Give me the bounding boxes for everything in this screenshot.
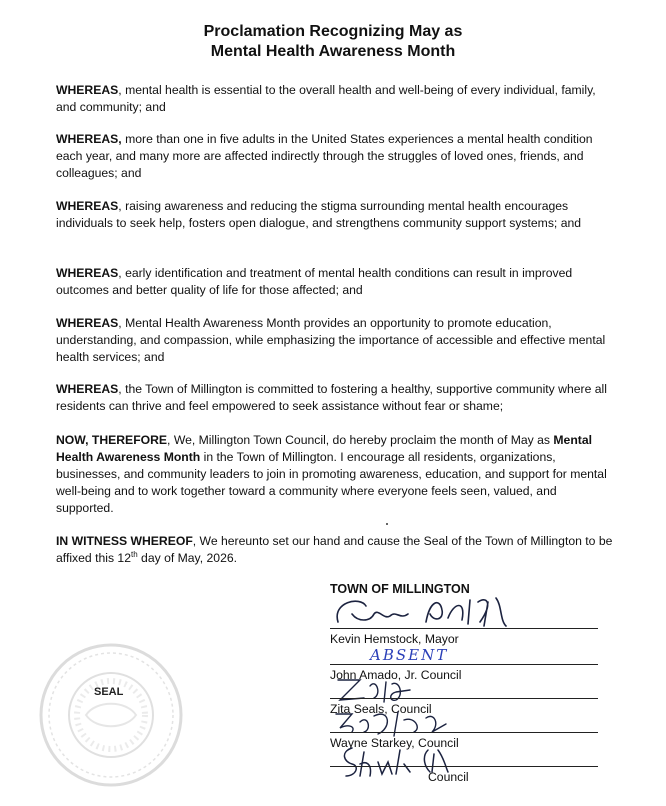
mayor-handwritten-signature <box>330 592 520 632</box>
whereas-text: , Mental Health Awareness Month provides an opportunity to promote education, understanding, and compassion, while emphasizing the importance of accessible and effective mental health services; and <box>56 316 606 364</box>
town-heading: TOWN OF MILLINGTON <box>330 582 470 596</box>
whereas-lead: WHEREAS <box>56 316 119 330</box>
council-handwritten-signature <box>330 706 460 738</box>
witness-paragraph <box>56 533 616 567</box>
whereas-paragraph <box>56 265 616 299</box>
town-seal-emboss <box>36 640 186 790</box>
whereas-paragraph <box>56 131 616 182</box>
signature-line <box>330 766 598 767</box>
whereas-text: , raising awareness and reducing the stigma surrounding mental health encourages individuals to seek help, fosters open dialogue, and strengthens community support systems; and <box>56 199 582 230</box>
whereas-paragraph <box>56 82 616 116</box>
signer-title: Council <box>428 770 469 784</box>
now-therefore-text-2: in the Town of Millington. I encourage all residents, organizations, businesses, and community leaders to join in promoting awareness, education, and support for mental well-being and to work together toward a community where everyone feels seen, valued, and supported. <box>56 450 607 515</box>
signature-line <box>330 732 598 733</box>
proclamation-title <box>0 22 666 62</box>
whereas-text: , early identification and treatment of mental health conditions can result in improved outcomes and better quality of life for those affected; and <box>56 266 573 297</box>
signer-name: John Amado, Jr. Council <box>330 668 462 682</box>
signature-line <box>330 664 598 665</box>
whereas-lead: WHEREAS <box>56 382 119 396</box>
title-line-1: Proclamation Recognizing May as <box>203 23 463 40</box>
witness-text-1: , We hereunto set our hand and cause the Seal of the Town of Millington to be affixed this 12 <box>56 534 613 565</box>
now-therefore-text-1: , We, Millington Town Council, do hereby proclaim the month of May as <box>167 433 554 447</box>
awareness-month-name: Mental Health Awareness Month <box>56 433 593 464</box>
whereas-lead: WHEREAS <box>56 199 119 213</box>
absent-mark: ABSENT <box>370 646 449 664</box>
whereas-text: more than one in five adults in the United States experiences a mental health condition each year, and many more are affected indirectly through the struggles of loved ones, friends, and colleagues; and <box>56 132 593 180</box>
whereas-paragraph <box>56 315 616 366</box>
whereas-lead: WHEREAS <box>56 83 119 97</box>
whereas-paragraph <box>56 381 616 415</box>
signer-name: Kevin Hemstock, Mayor <box>330 632 459 646</box>
witness-text-2: day of May, 2026. <box>137 551 238 565</box>
whereas-paragraph <box>56 198 616 232</box>
now-therefore-lead: NOW, THEREFORE <box>56 433 168 447</box>
council-handwritten-signature <box>330 674 450 704</box>
stray-mark <box>386 523 388 525</box>
signature-line <box>330 698 598 699</box>
signer-name: Wayne Starkey, Council <box>330 736 459 750</box>
ordinal-suffix: th <box>130 549 138 559</box>
witness-lead: IN WITNESS WHEREOF <box>56 534 193 548</box>
now-therefore-paragraph <box>56 432 616 517</box>
whereas-lead: WHEREAS, <box>56 132 122 146</box>
seal-label: SEAL <box>94 686 124 698</box>
whereas-text: , the Town of Millington is committed to fostering a healthy, supportive community where all residents can thrive and feel empowered to seek assistance without fear or shame; <box>56 382 607 413</box>
whereas-lead: WHEREAS <box>56 266 119 280</box>
signer-name: Zita Seals, Council <box>330 702 432 716</box>
title-line-2: Mental Health Awareness Month <box>210 43 456 60</box>
whereas-text: , mental health is essential to the overall health and well-being of every individual, family, and community; and <box>56 83 596 114</box>
signature-line <box>330 628 598 629</box>
